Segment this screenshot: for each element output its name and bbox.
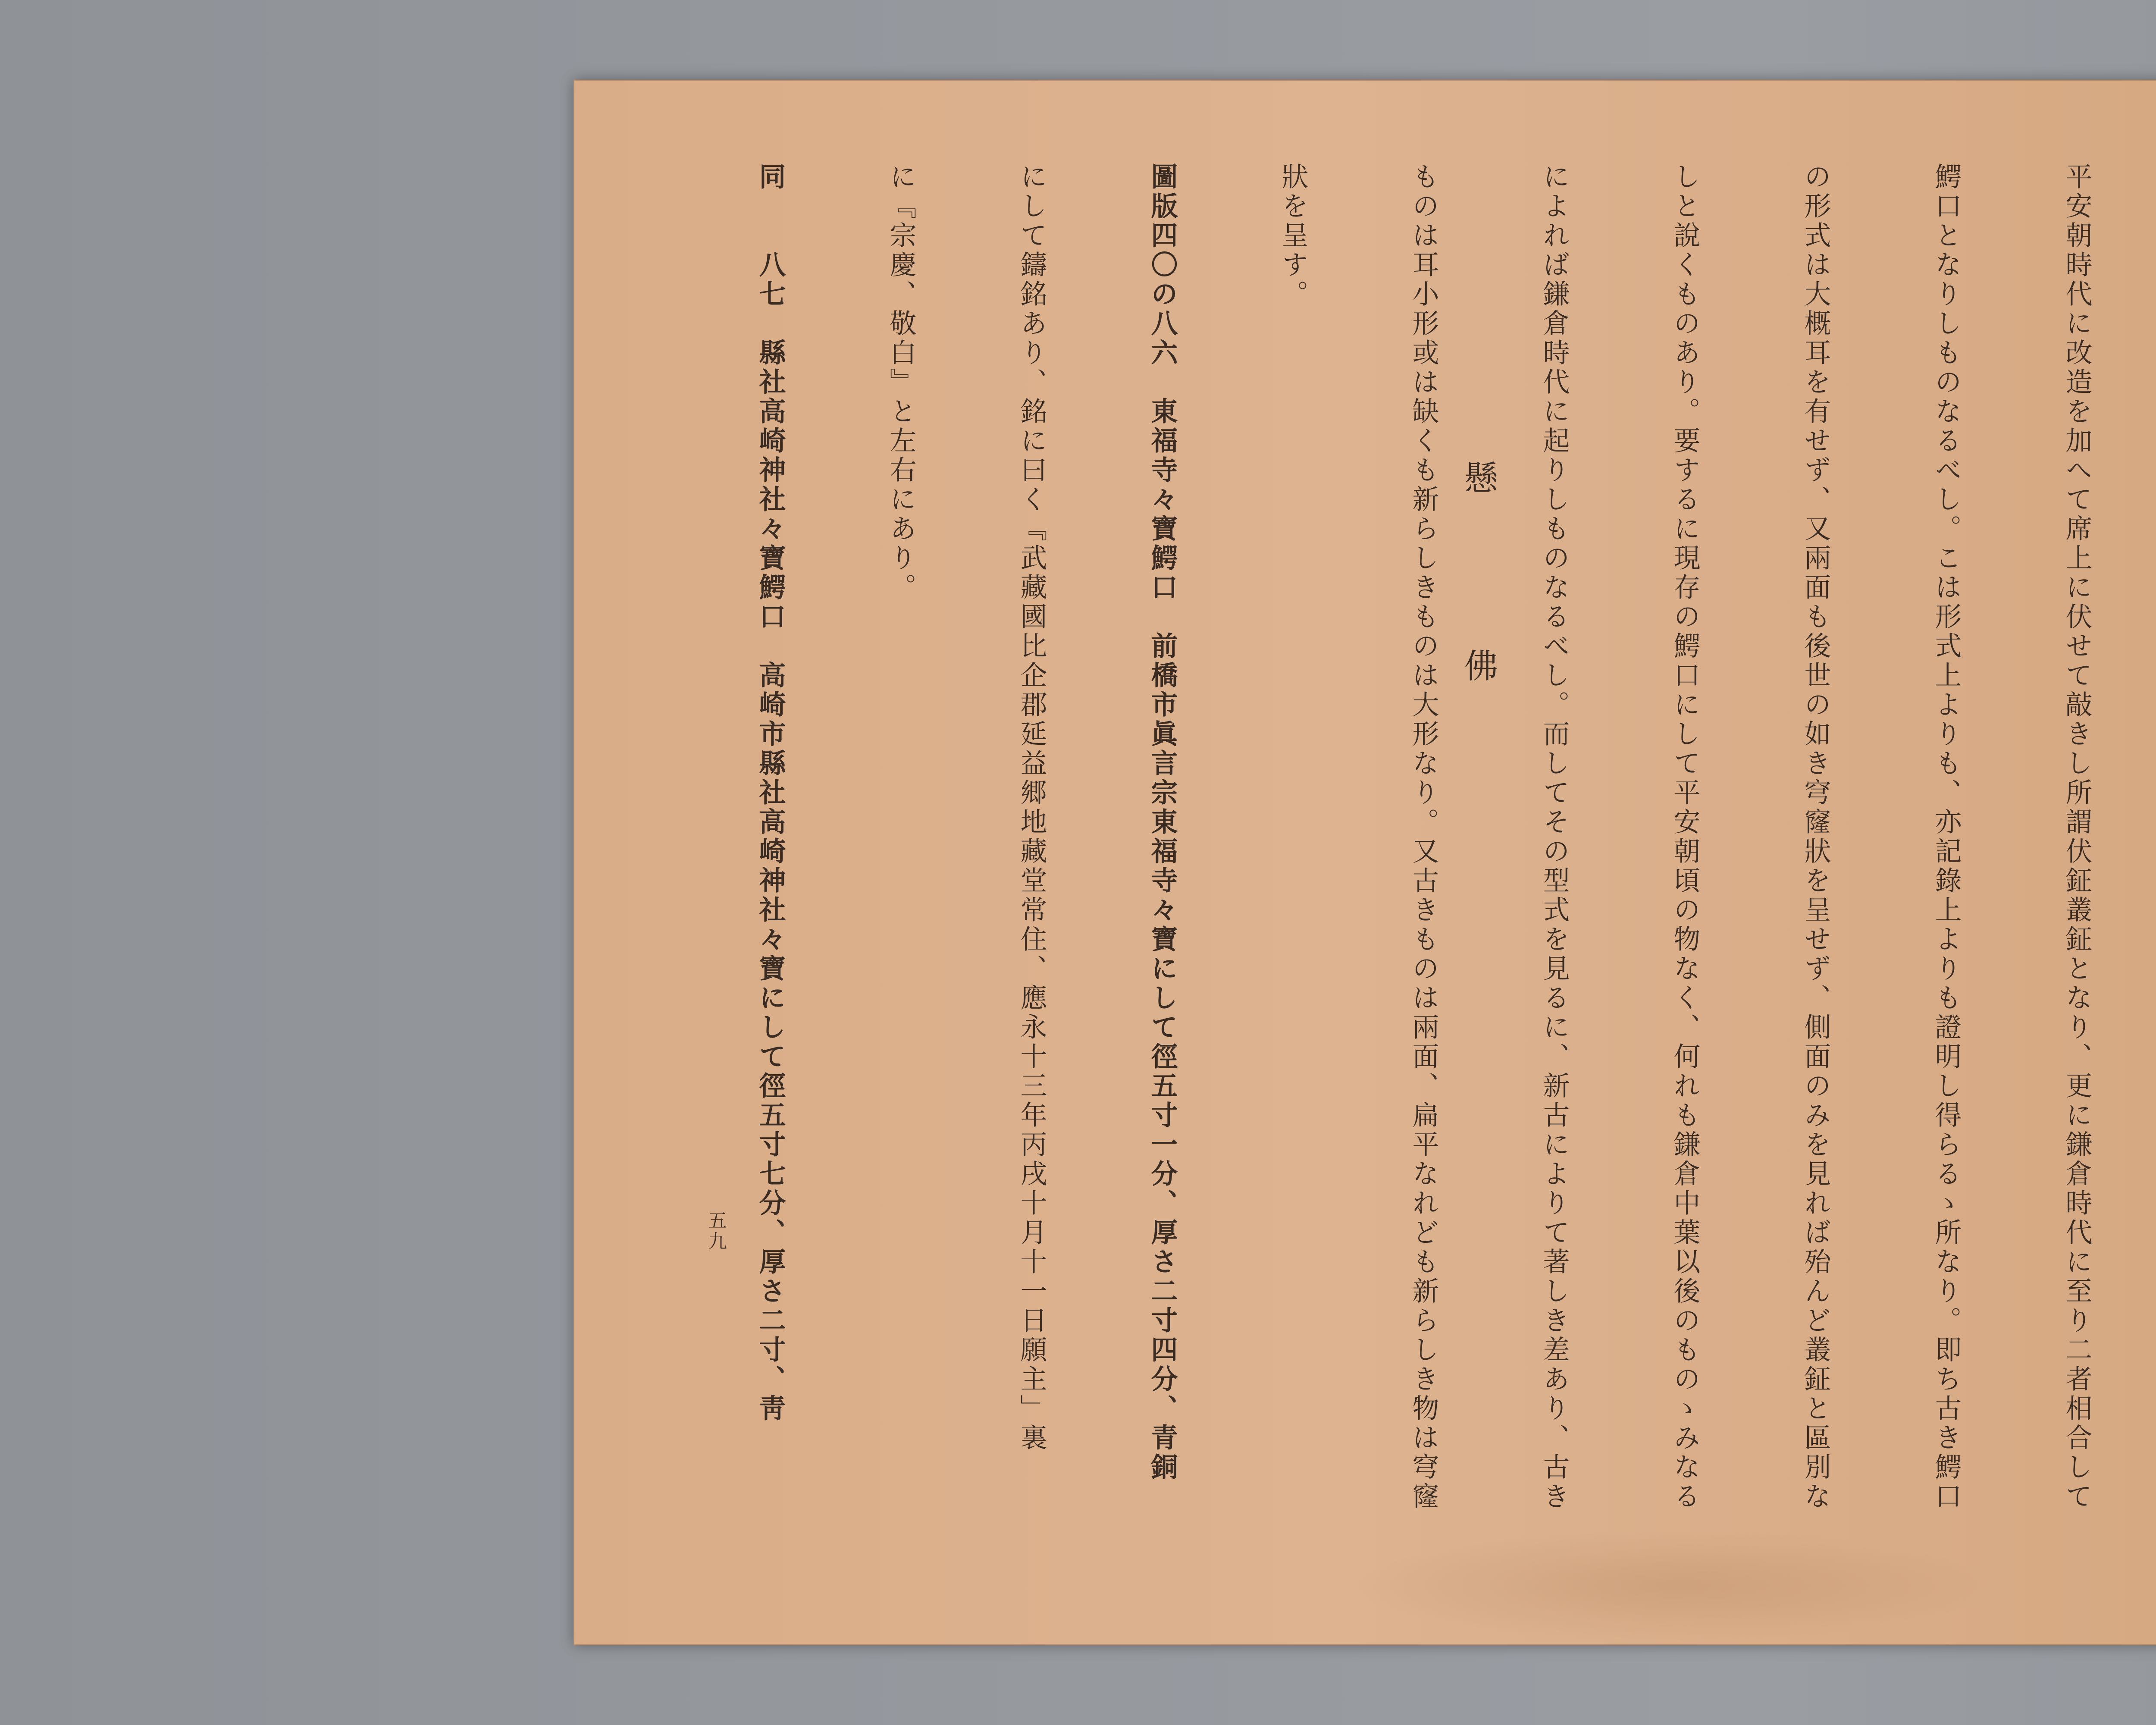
plate-caption: 圖版四〇の八六 東福寺々寶鰐口 前橋市眞言宗東福寺々寶にして徑五寸一分、厚さ二寸四分、青銅	[1147, 163, 1178, 1482]
paper-stain	[1351, 1530, 1997, 1642]
text-column: に『宗慶、敬白』と左右にあり。	[885, 163, 917, 602]
text-column: にして鑄銘あり、銘に曰く『武藏國比企郡延益郷地藏堂常住、應永十三年丙戌十月十一日願主」裏	[1016, 163, 1047, 1453]
text-column: ものは耳小形或は缺くも新らしきものは大形なり。又古きものは兩面、扁平なれども新らしき物は穹窿	[1408, 163, 1439, 1512]
section-title: 懸 佛	[1459, 460, 1498, 742]
text-column: 鰐口となりしものなるべし。こは形式上よりも、亦記錄上よりも證明し得らるゝ所なり。即ち古き鰐口	[1930, 163, 1962, 1512]
left-page	[574, 81, 2156, 1644]
plate-caption: 同 八七 縣社高崎神社々寶鰐口 高崎市縣社高崎神社々寶にして徑五寸七分、厚さ二寸、靑	[755, 163, 786, 1424]
text-column: 狀を呈す。	[1277, 163, 1309, 309]
text-column: 平安朝時代に改造を加へて席上に伏せて敲きし所謂伏鉦叢鉦となり、更に鎌倉時代に至り二者相合して	[2061, 163, 2093, 1512]
text-column: の形式は大概耳を有せず、又兩面も後世の如き穹窿狀を呈せず、側面のみを見れば殆んど叢鉦と區別な	[1800, 163, 1831, 1512]
left-page-body	[743, 163, 2156, 1543]
book-spread	[573, 80, 2156, 1645]
page-number: 五九	[705, 1211, 727, 1252]
text-column: しと說くものあり。要するに現存の鰐口にして平安朝頃の物なく、何れも鎌倉中葉以後のものゝみなる	[1669, 163, 1701, 1512]
text-column: によれば鎌倉時代に起りしものなるべし。而してその型式を見るに、新古によりて著しき差あり、古き	[1539, 163, 1570, 1512]
